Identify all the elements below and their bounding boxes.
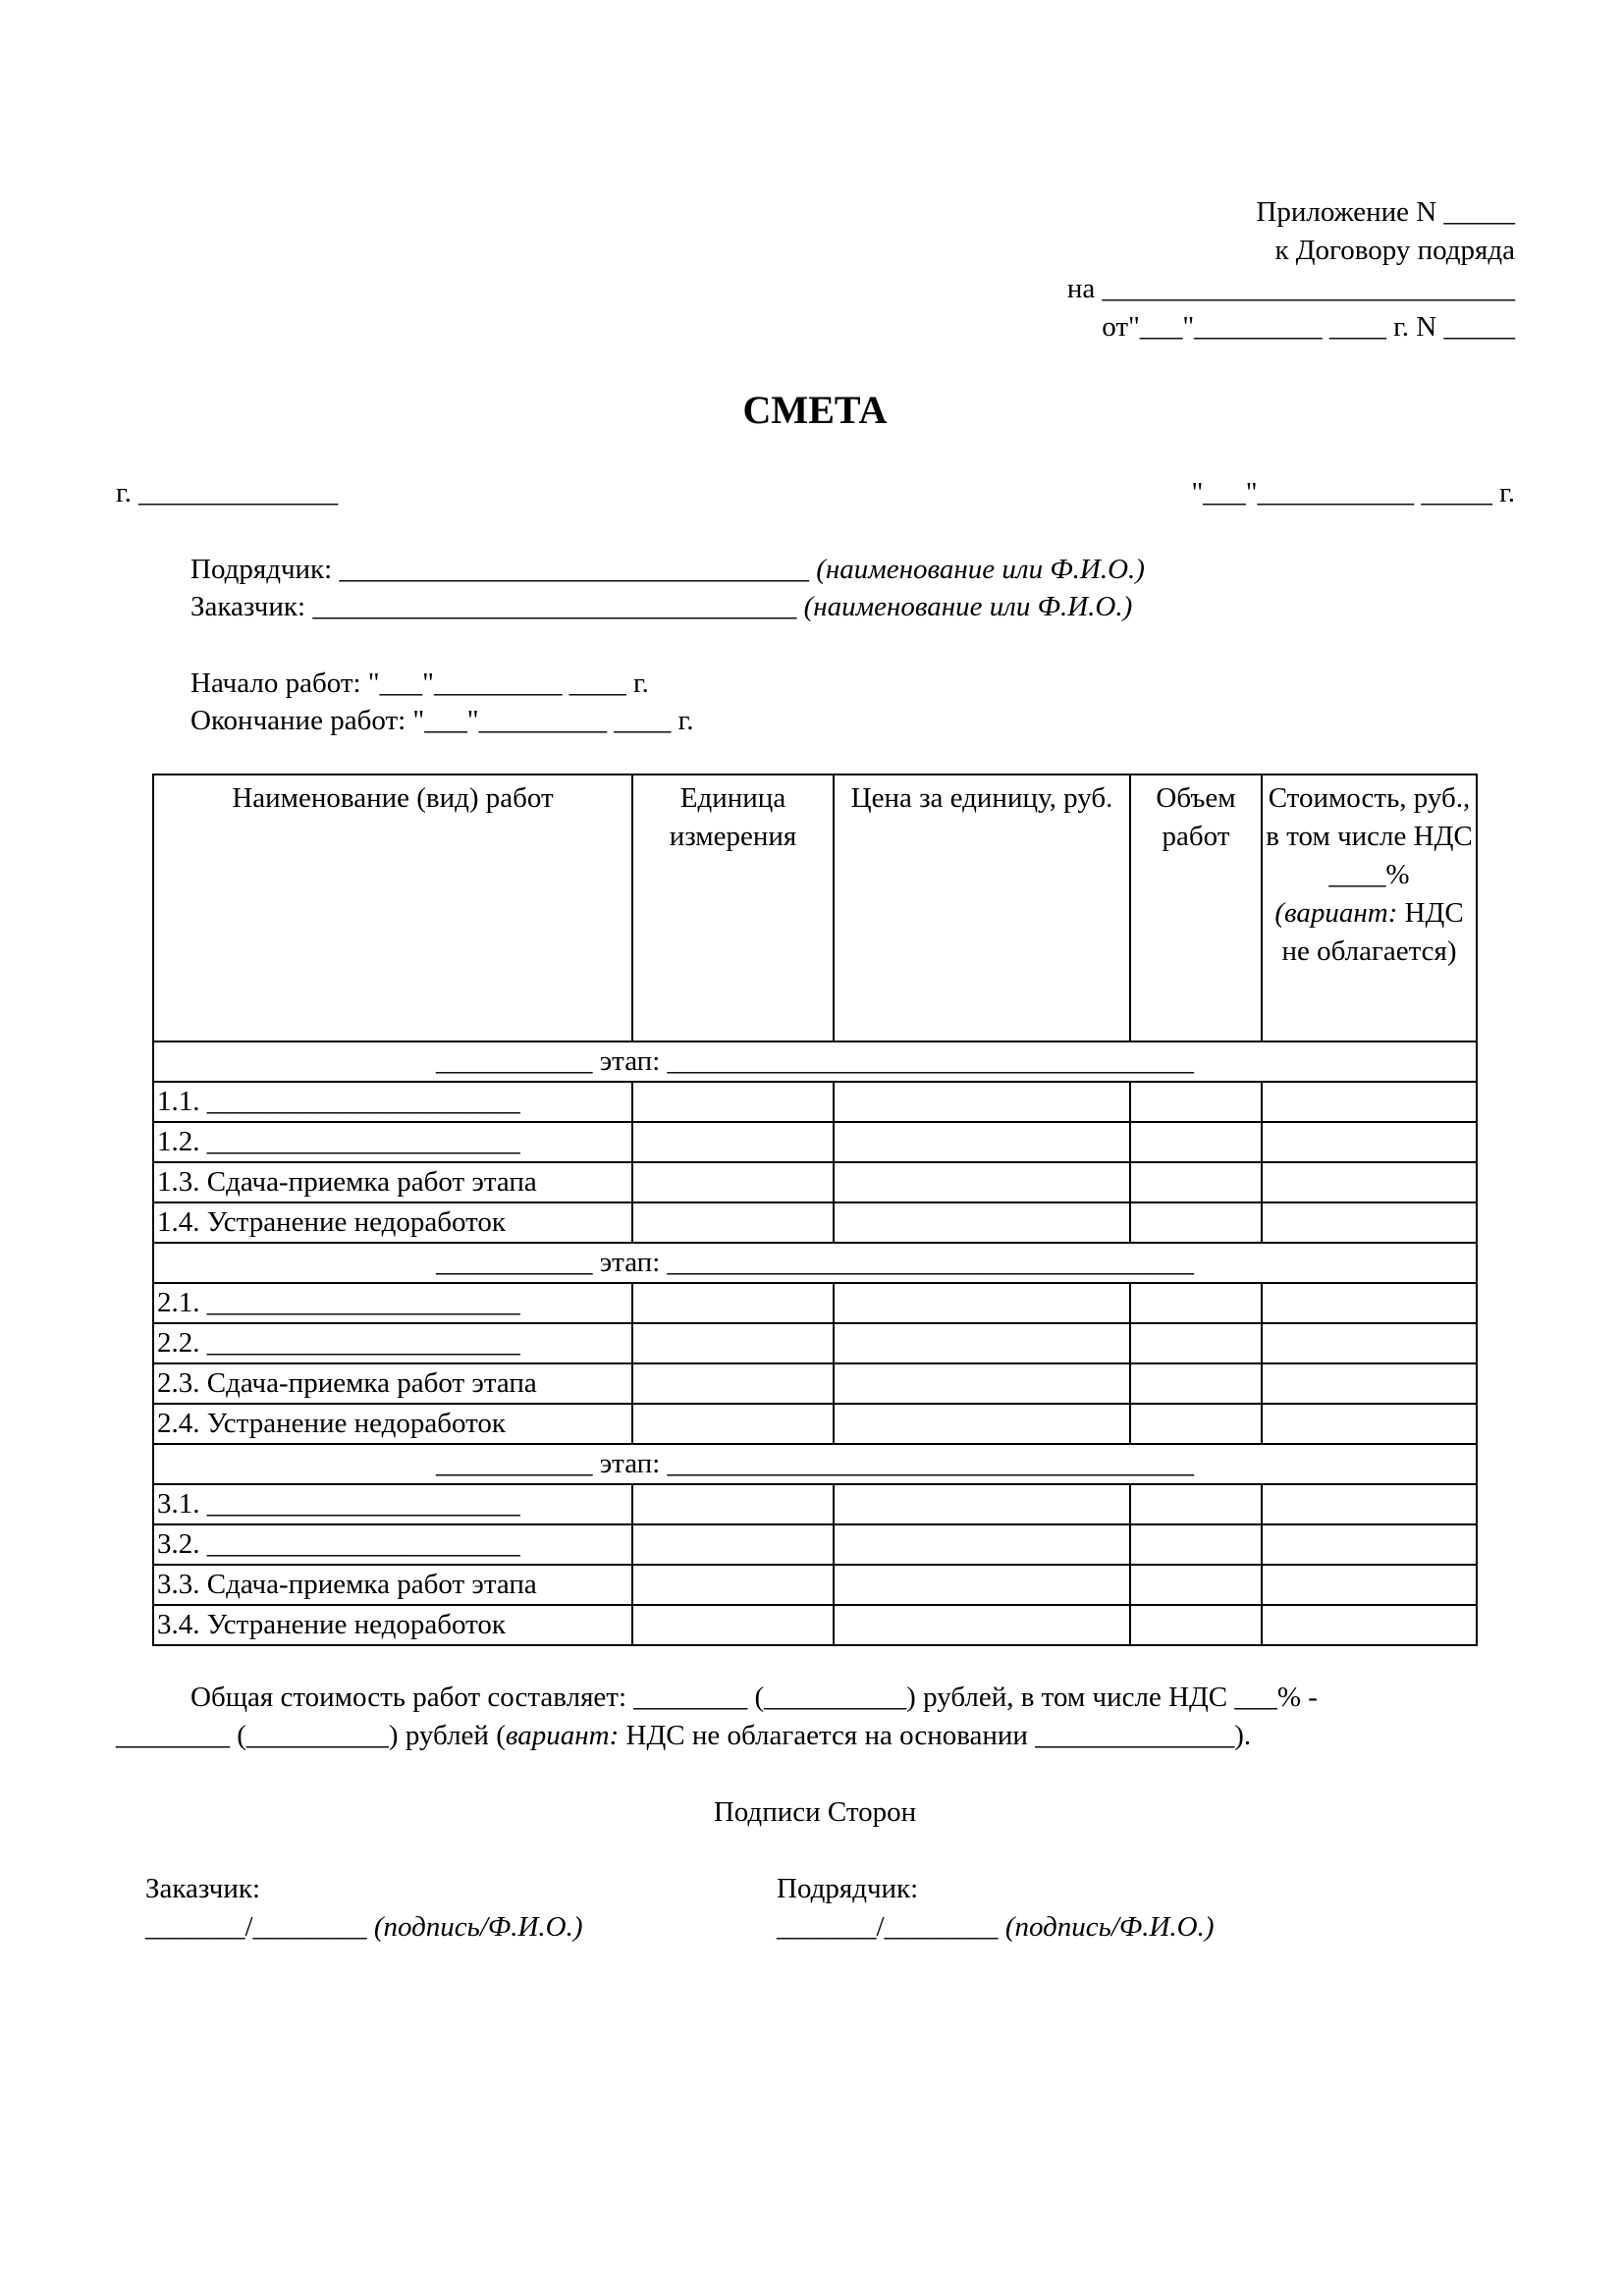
- stage-header-row: [153, 1243, 1477, 1283]
- cell-unit: [632, 1082, 834, 1122]
- cell-cost: [1262, 1162, 1477, 1202]
- cell-unit: [632, 1162, 834, 1202]
- cost-header-main: Стоимость, руб., в том числе НДС ____%: [1266, 782, 1473, 890]
- table-row: [153, 1082, 1477, 1122]
- cell-cost: [1262, 1363, 1477, 1404]
- signature-contractor-hint: (подпись/Ф.И.О.): [1004, 1911, 1215, 1943]
- cell-unit: [632, 1323, 834, 1363]
- cell-cost: [1262, 1323, 1477, 1363]
- customer-label: Заказчик:: [190, 591, 313, 622]
- stage-header-row: [153, 1444, 1477, 1484]
- cell-unit-price: [834, 1082, 1130, 1122]
- cell-volume: [1130, 1122, 1262, 1162]
- cell-volume: [1130, 1323, 1262, 1363]
- cell-volume: [1130, 1524, 1262, 1565]
- cell-work-name: 2.2. ______________________: [153, 1323, 632, 1363]
- column-header-work-name: Наименование (вид) работ: [153, 774, 632, 1041]
- cell-unit-price: [834, 1605, 1130, 1645]
- cell-work-name: 1.1. ______________________: [153, 1082, 632, 1122]
- cell-volume: [1130, 1162, 1262, 1202]
- customer-line: [190, 589, 1132, 626]
- contractor-blank: _________________________________: [339, 554, 809, 585]
- document-title: СМЕТА: [742, 388, 888, 432]
- table-row: [153, 1162, 1477, 1202]
- stage-title: ___________ этап: _____________________________________: [153, 1444, 1477, 1484]
- cell-volume: [1130, 1363, 1262, 1404]
- cell-unit-price: [834, 1283, 1130, 1323]
- stage-header-row: [153, 1041, 1477, 1082]
- table-row: [153, 1122, 1477, 1162]
- cell-work-name: 1.2. ______________________: [153, 1122, 632, 1162]
- cell-work-name: 2.3. Сдача-приемка работ этапа: [153, 1363, 632, 1404]
- column-header-unit-price: Цена за единицу, руб.: [834, 774, 1130, 1041]
- cell-unit-price: [834, 1363, 1130, 1404]
- table-row: [153, 1484, 1477, 1524]
- cell-unit: [632, 1363, 834, 1404]
- work-start-date: Начало работ: "___"_________ ____ г.: [190, 667, 649, 699]
- cell-cost: [1262, 1605, 1477, 1645]
- cell-unit: [632, 1283, 834, 1323]
- contractor-label: Подрядчик:: [190, 554, 340, 585]
- estimate-table-body: [153, 1041, 1477, 1645]
- cost-header-variant-text: НДС не облагается): [1281, 897, 1464, 967]
- cell-unit-price: [834, 1484, 1130, 1524]
- column-header-unit: Единица измерения: [632, 774, 834, 1041]
- signatures-heading: Подписи Сторон: [713, 1796, 917, 1828]
- cell-cost: [1262, 1404, 1477, 1444]
- column-header-volume: Объем работ: [1130, 774, 1262, 1041]
- table-row: [153, 1605, 1477, 1645]
- stage-title: ___________ этап: _____________________________________: [153, 1243, 1477, 1283]
- cell-cost: [1262, 1283, 1477, 1323]
- table-row: [153, 1323, 1477, 1363]
- cell-work-name: 1.3. Сдача-приемка работ этапа: [153, 1162, 632, 1202]
- signature-customer-blank: _______/________: [145, 1911, 374, 1943]
- cell-work-name: 3.2. ______________________: [153, 1524, 632, 1565]
- cell-work-name: 3.4. Устранение недоработок: [153, 1605, 632, 1645]
- cell-volume: [1130, 1082, 1262, 1122]
- table-row: [153, 1363, 1477, 1404]
- column-header-cost: [1262, 774, 1477, 1041]
- signature-contractor-blank: _______/________: [777, 1911, 1005, 1943]
- table-row: [153, 1404, 1477, 1444]
- cell-unit-price: [834, 1323, 1130, 1363]
- cell-cost: [1262, 1565, 1477, 1605]
- city-field: г. ______________: [116, 477, 339, 508]
- total-line2-start: ________ (__________) рублей (: [116, 1720, 506, 1751]
- cell-volume: [1130, 1484, 1262, 1524]
- table-row: [153, 1283, 1477, 1323]
- cell-cost: [1262, 1202, 1477, 1243]
- stage-title: ___________ этап: _____________________________________: [153, 1041, 1477, 1082]
- cell-cost: [1262, 1524, 1477, 1565]
- cell-volume: [1130, 1202, 1262, 1243]
- cell-work-name: 2.4. Устранение недоработок: [153, 1404, 632, 1444]
- contractor-hint: (наименование или Ф.И.О.): [816, 554, 1145, 585]
- contract-date-line: от"___"_________ ____ г. N _____: [1102, 311, 1515, 343]
- cell-cost: [1262, 1082, 1477, 1122]
- contract-reference-line: к Договору подряда: [1274, 235, 1515, 266]
- contractor-line: [190, 552, 1145, 589]
- cell-unit: [632, 1565, 834, 1605]
- total-cost-line-2: [116, 1718, 1251, 1755]
- cost-header-variant-label: (вариант:: [1274, 897, 1398, 929]
- cell-unit: [632, 1524, 834, 1565]
- document-date-field: "___"___________ _____ г.: [1191, 477, 1515, 508]
- customer-hint: (наименование или Ф.И.О.): [803, 591, 1133, 622]
- cell-unit: [632, 1122, 834, 1162]
- cell-work-name: 3.1. ______________________: [153, 1484, 632, 1524]
- cell-volume: [1130, 1404, 1262, 1444]
- total-variant-label: вариант:: [505, 1720, 620, 1751]
- cell-unit-price: [834, 1565, 1130, 1605]
- cell-unit-price: [834, 1122, 1130, 1162]
- signature-contractor-label: Подрядчик:: [777, 1873, 919, 1904]
- total-line2-end: НДС не облагается на основании ______________).: [619, 1720, 1252, 1751]
- cell-work-name: 1.4. Устранение недоработок: [153, 1202, 632, 1243]
- cell-cost: [1262, 1484, 1477, 1524]
- cell-unit: [632, 1404, 834, 1444]
- signature-customer-hint: (подпись/Ф.И.О.): [373, 1911, 583, 1943]
- table-row: [153, 1565, 1477, 1605]
- cell-unit: [632, 1484, 834, 1524]
- cell-unit: [632, 1605, 834, 1645]
- signature-customer-label: Заказчик:: [145, 1873, 261, 1904]
- signature-customer-line: [145, 1909, 583, 1947]
- customer-blank: __________________________________: [312, 591, 797, 622]
- work-end-date: Окончание работ: "___"_________ ____ г.: [190, 705, 694, 736]
- cell-unit: [632, 1202, 834, 1243]
- cell-unit-price: [834, 1524, 1130, 1565]
- contract-subject-line: на _____________________________: [1066, 273, 1515, 304]
- table-row: [153, 1524, 1477, 1565]
- total-cost-line-1: Общая стоимость работ составляет: ________ (__________) рублей, в том числе НДС ___% -: [190, 1682, 1318, 1713]
- cell-unit-price: [834, 1162, 1130, 1202]
- table-row: [153, 1202, 1477, 1243]
- signature-contractor-line: [777, 1909, 1215, 1947]
- cell-volume: [1130, 1283, 1262, 1323]
- table-header-row: [153, 774, 1477, 1041]
- cell-cost: [1262, 1122, 1477, 1162]
- cell-unit-price: [834, 1404, 1130, 1444]
- appendix-number-line: Приложение N _____: [1256, 196, 1515, 228]
- cell-volume: [1130, 1605, 1262, 1645]
- cell-work-name: 3.3. Сдача-приемка работ этапа: [153, 1565, 632, 1605]
- cell-unit-price: [834, 1202, 1130, 1243]
- estimate-table: [152, 774, 1478, 1646]
- cell-volume: [1130, 1565, 1262, 1605]
- cell-work-name: 2.1. ______________________: [153, 1283, 632, 1323]
